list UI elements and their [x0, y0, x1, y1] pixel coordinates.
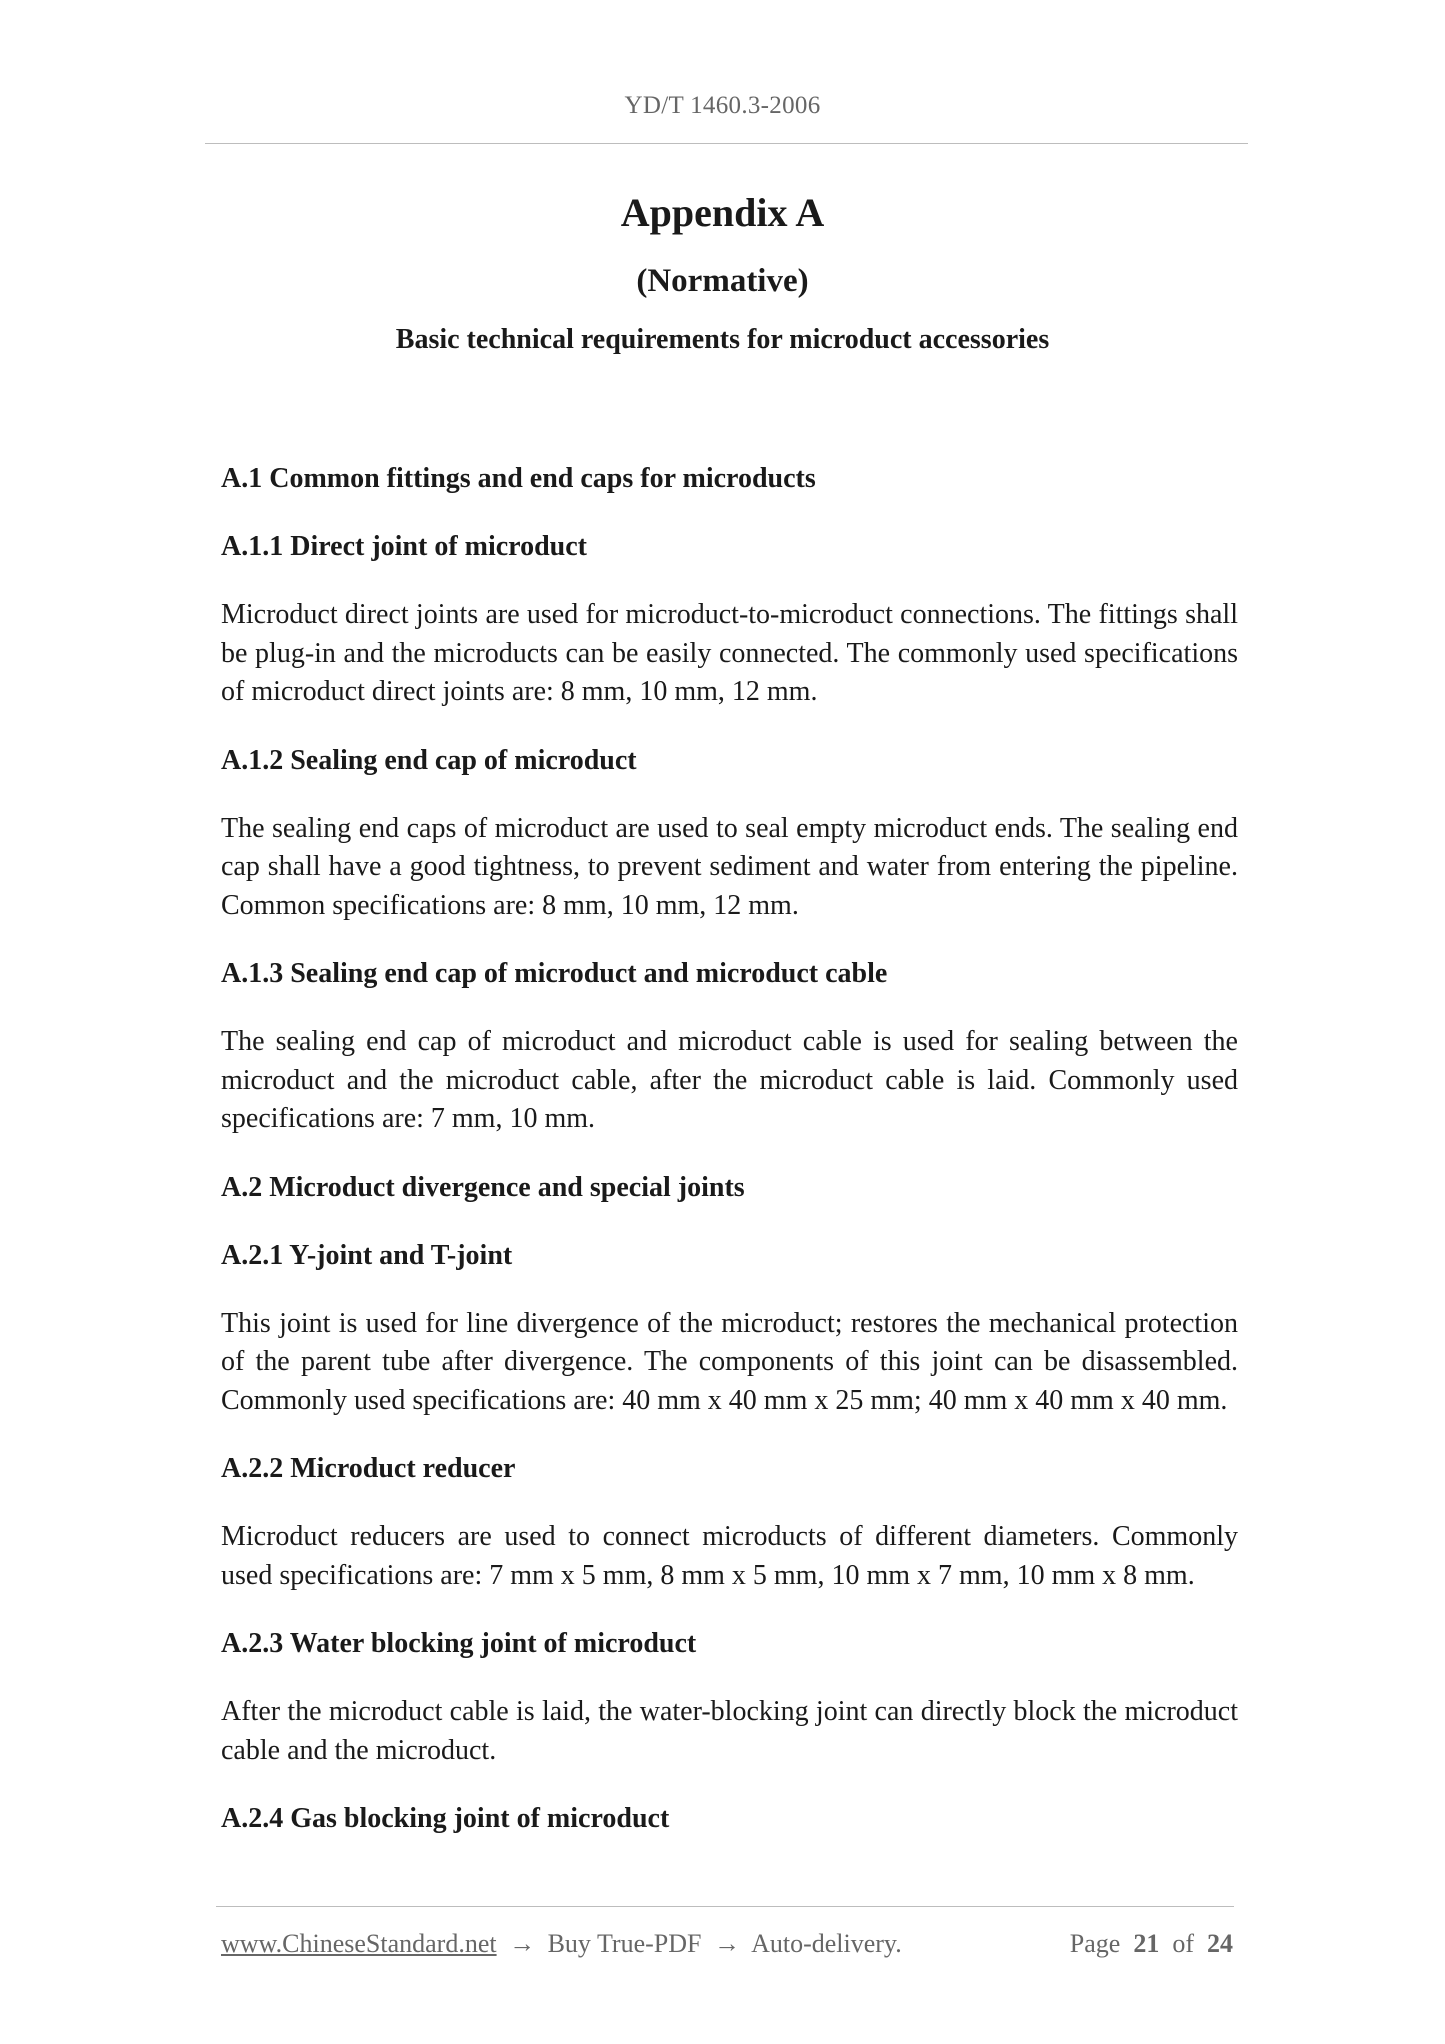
section-heading: A.2 Microduct divergence and special joints — [221, 1171, 745, 1203]
appendix-subtitle: Basic technical requirements for microduct accessories — [395, 324, 1050, 355]
page-total: 24 — [1207, 1929, 1233, 1958]
body-paragraph: After the microduct cable is laid, the water-blocking joint can directly block the microduct cable and the microduct. — [221, 1696, 1238, 1766]
website-link[interactable]: www.ChineseStandard.net — [221, 1929, 497, 1958]
header-divider — [205, 143, 1248, 144]
section-heading: A.2.1 Y-joint and T-joint — [221, 1239, 513, 1271]
footer-promo — [221, 1926, 902, 1962]
body-paragraph: The sealing end caps of microduct are used to seal empty microduct ends. The sealing end cap shall have a good tightness, to prevent sediment and water from entering the pipeline. Common specifications are: 8 mm, 10 mm, 12 mm. — [221, 812, 1238, 921]
auto-delivery-text: Auto-delivery. — [751, 1929, 902, 1958]
footer-divider — [216, 1906, 1234, 1907]
section-heading: A.1.2 Sealing end cap of microduct — [221, 744, 637, 776]
right-arrow-icon: → — [509, 1929, 536, 1958]
of-label: of — [1172, 1929, 1194, 1958]
right-arrow-icon: → — [714, 1929, 740, 1958]
body-paragraph: Microduct reducers are used to connect microducts of different diameters. Commonly used specifications are: 7 mm x 5 mm, 8 mm x 5 mm, 10 mm x 7 mm, 10 mm x 8 mm. — [221, 1521, 1238, 1591]
section-heading: A.1.3 Sealing end cap of microduct and microduct cable — [221, 958, 888, 989]
body-paragraph: This joint is used for line divergence of the microduct; restores the mechanical protection of the parent tube after divergence. The components of this joint can be disassembled. Commonly used specifications are: 40 mm x 40 mm x 25 mm; 40 mm x 40 mm x 40 mm. — [221, 1307, 1238, 1416]
section-heading: A.1.1 Direct joint of microduct — [221, 531, 587, 562]
section-heading: A.2.3 Water blocking joint of microduct — [221, 1628, 697, 1659]
document-code-header: YD/T 1460.3-2006 — [624, 92, 821, 119]
page-number — [1070, 1926, 1233, 1962]
buy-pdf-text: Buy True-PDF — [547, 1929, 702, 1958]
body-paragraph: The sealing end cap of microduct and microduct cable is used for sealing between the microduct and the microduct cable, after the microduct cable is laid. Commonly used specifications are: 7 mm, 10 mm. — [221, 1026, 1238, 1134]
appendix-title: Appendix A — [620, 190, 825, 235]
appendix-type: (Normative) — [636, 263, 809, 299]
section-heading: A.1 Common fittings and end caps for microducts — [221, 463, 816, 494]
page-current: 21 — [1133, 1929, 1160, 1958]
page-label: Page — [1069, 1929, 1121, 1958]
title-block — [0, 186, 1445, 360]
body-paragraph: Microduct direct joints are used for microduct-to-microduct connections. The fittings shall be plug-in and the microducts can be easily connected. The commonly used specifications of microduct direct joints are: 8 mm, 10 mm, 12 mm. — [221, 599, 1238, 707]
appendix-body — [221, 460, 1238, 1868]
section-heading: A.2.4 Gas blocking joint of microduct — [221, 1803, 670, 1834]
section-heading: A.2.2 Microduct reducer — [221, 1453, 516, 1484]
